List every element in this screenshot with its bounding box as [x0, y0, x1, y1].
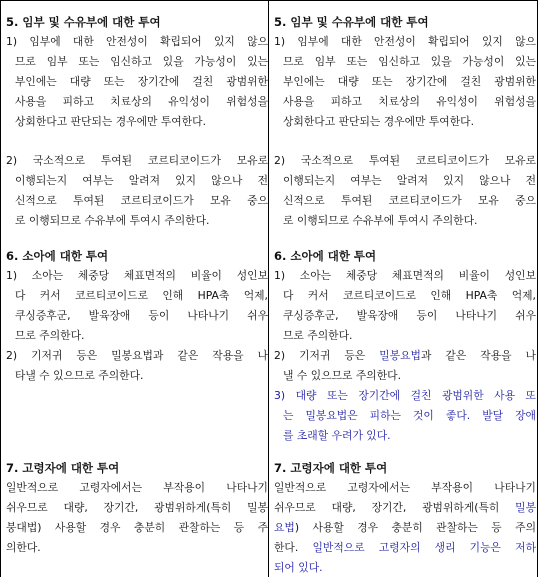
column-divider	[268, 0, 269, 577]
text-line: 2) 국소적으로 투여된 코르티코이드가 모유로	[274, 154, 536, 167]
text-line: 사용을 피하고 치료상의 유익성이 위험성을	[15, 95, 268, 108]
text-line: 타낼 수 있으므로 주의한다.	[15, 369, 144, 382]
text-span: 쉬우므로 대량, 장기간, 광범위하게(특히	[274, 501, 516, 514]
text-line: 상회한다고 판단되는 경우에만 투여한다.	[15, 115, 207, 128]
text-span: 낼 수 있으므로 주의한다.	[283, 369, 402, 382]
section-title: 7. 고령자에 대한 투여	[274, 461, 388, 475]
text-line: 이행되는지 여부는 알려져 있지 않으나 전	[15, 174, 268, 187]
item-1	[274, 266, 536, 346]
text-line: 의한다.	[6, 541, 41, 554]
text-line: 1) 소아는 체중당 체표면적의 비율이 성인보	[274, 269, 536, 282]
changed-text: 를 초래할 우려가 있다.	[283, 429, 391, 442]
section-title: 6. 소아에 대한 투여	[6, 249, 109, 263]
text-span: 일반적으로 고령자에서는 부작용이 나타나기	[274, 481, 536, 494]
section-title: 7. 고령자에 대한 투여	[6, 461, 120, 475]
changed-text: 요법	[274, 521, 295, 534]
item-2	[6, 151, 268, 231]
text-line: 로 이행되므로 수유부에 투여시 주의한다.	[283, 214, 478, 227]
changed-text: 밀봉요법	[379, 349, 421, 362]
text-line: 로 이행되므로 수유부에 투여시 주의한다.	[15, 214, 210, 227]
section-elderly	[6, 458, 268, 558]
text-line: 쉬우므로 대량, 장기간, 광범위하게(특히 밀봉	[6, 501, 268, 514]
text-line: 1) 소아는 체중당 체표면적의 비율이 성인보	[6, 269, 268, 282]
text-line: 2) 기저귀 등은 밀봉요법과 같은 작용을 나	[6, 349, 268, 362]
text-line	[274, 346, 536, 366]
changed-text: 일반적으로 고령자의 생리 기능은 저하	[312, 541, 536, 554]
section-elderly	[274, 458, 536, 578]
text-line: 2) 국소적으로 투여된 코르티코이드가 모유로	[6, 154, 268, 167]
text-line: 다 커서 코르티코이드로 인해 HPA축 억제,	[15, 289, 268, 302]
text-line: 쿠싱증후군, 발육장애 등이 나타나기 쉬우	[283, 309, 536, 322]
text-span: 과 같은 작용을 나	[420, 349, 536, 362]
text-line: 1) 임부에 대한 안전성이 확립되어 있지 않으	[274, 35, 536, 48]
section-title: 5. 임부 및 수유부에 대한 투여	[274, 15, 429, 29]
text-line: 부인에는 대량 또는 장기간에 걸친 광범위한	[283, 75, 536, 88]
text-line: 붕대법) 사용할 경우 충분히 관찰하는 등 주	[6, 521, 268, 534]
text-span: 2) 기저귀 등은	[274, 349, 380, 362]
section-title: 6. 소아에 대한 투여	[274, 249, 377, 263]
text-line: 므로 임부 또는 임신하고 있을 가능성이 있는	[15, 55, 268, 68]
item-2	[6, 346, 268, 386]
section-pregnancy	[274, 12, 536, 231]
text-line	[274, 498, 536, 518]
text-span: ) 사용할 경우 충분히 관찰하는 등 주의	[294, 521, 536, 534]
text-line: 부인에는 대량 또는 장기간에 걸친 광범위한	[15, 75, 268, 88]
text-line: 다 커서 코르티코이드로 인해 HPA축 억제,	[283, 289, 536, 302]
text-line: 신적으로 투여된 코르티코이드가 모유 중으	[283, 194, 536, 207]
changed-text: 3) 대량 또는 장기간에 걸친 광범위한 사용 또	[274, 389, 536, 402]
section-pregnancy	[6, 12, 268, 231]
text-line: 사용을 피하고 치료상의 유익성이 위험성을	[283, 95, 536, 108]
text-line	[274, 478, 536, 498]
text-line: 므로 임부 또는 임신하고 있을 가능성이 있는	[283, 55, 536, 68]
text-line: 므로 주의한다.	[283, 329, 353, 342]
item-2	[274, 346, 536, 386]
section-title: 5. 임부 및 수유부에 대한 투여	[6, 15, 161, 29]
text-line: 1) 임부에 대한 안전성이 확립되어 있지 않으	[6, 35, 268, 48]
changed-text: 되어 있다.	[274, 561, 323, 574]
text-line	[274, 518, 536, 538]
item-1	[274, 478, 536, 578]
text-line: 므로 주의한다.	[15, 329, 85, 342]
text-line: 신적으로 투여된 코르티코이드가 모유 중으	[15, 194, 268, 207]
text-span: 한다.	[274, 541, 313, 554]
text-line: 이행되는지 여부는 알려져 있지 않으나 전	[283, 174, 536, 187]
text-line: 상회한다고 판단되는 경우에만 투여한다.	[283, 115, 475, 128]
changed-text: 밀봉	[515, 501, 536, 514]
text-line: 일반적으로 고령자에서는 부작용이 나타나기	[6, 481, 268, 494]
item-1	[274, 32, 536, 132]
item-3-added	[274, 386, 536, 446]
text-line	[274, 366, 536, 386]
item-1	[6, 32, 268, 132]
text-line	[274, 558, 536, 578]
text-line	[274, 538, 536, 558]
item-2	[274, 151, 536, 231]
text-line: 쿠싱증후군, 발육장애 등이 나타나기 쉬우	[15, 309, 268, 322]
item-1	[6, 478, 268, 558]
changed-text: 는 밀봉요법은 피하는 것이 좋다. 발달 장애	[283, 409, 536, 422]
section-pediatric	[6, 246, 268, 386]
item-1	[6, 266, 268, 346]
section-pediatric	[274, 246, 536, 446]
